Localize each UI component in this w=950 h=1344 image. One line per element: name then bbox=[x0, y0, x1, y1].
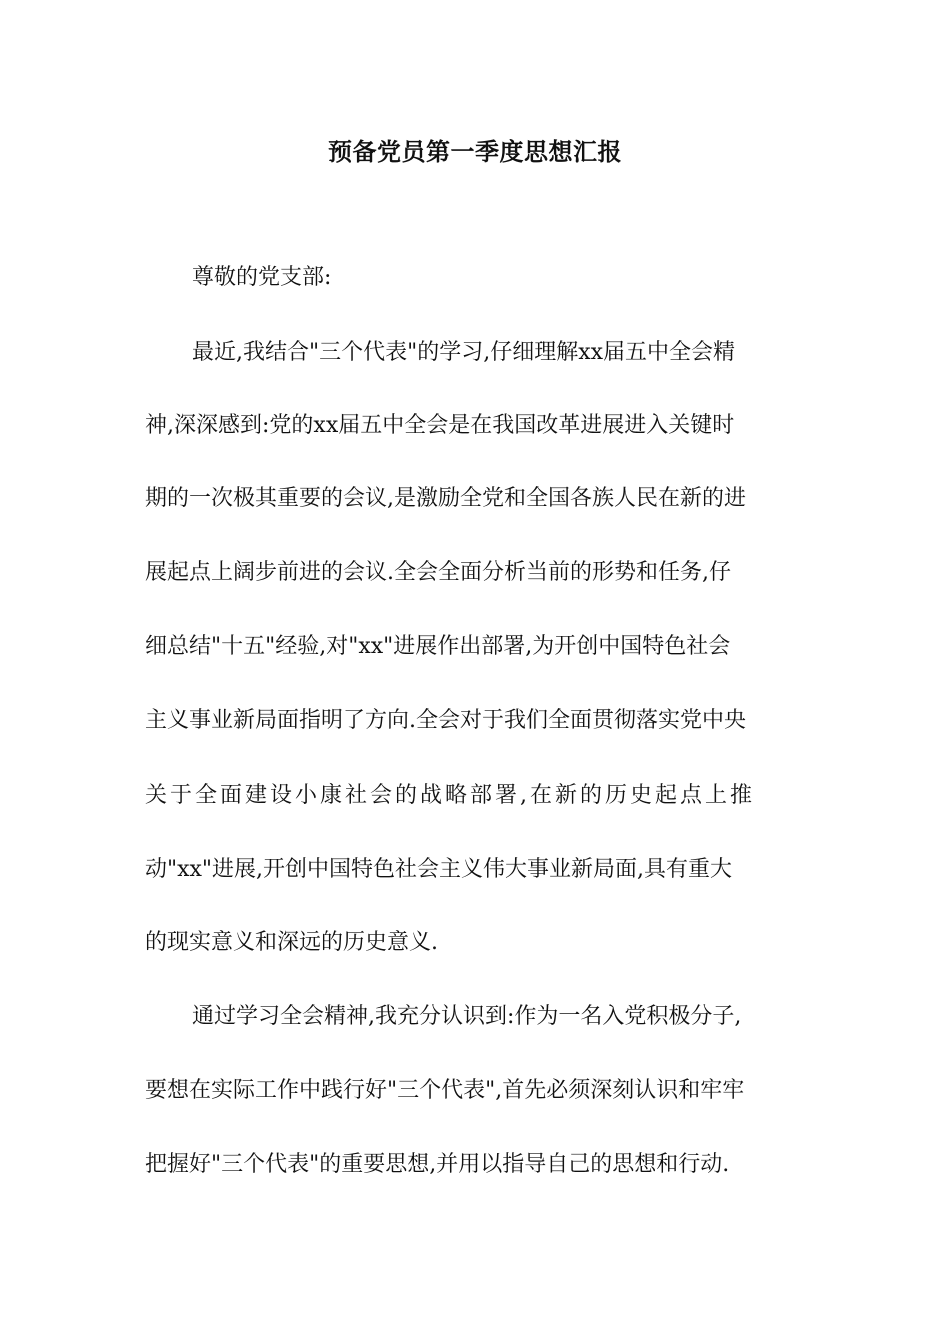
paragraph-line: 细总结"十五"经验,对"xx"进展作出部署,为开创中国特色社会 bbox=[145, 634, 731, 659]
paragraph-line: 展起点上阔步前进的会议.全会全面分析当前的形势和任务,仔 bbox=[145, 560, 731, 585]
paragraph-line: 期的一次极其重要的会议,是激励全党和全国各族人民在新的进 bbox=[145, 486, 746, 511]
document-title: 预备党员第一季度思想汇报 bbox=[328, 137, 622, 166]
salutation: 尊敬的党支部: bbox=[192, 265, 332, 290]
paragraph-line: 把握好"三个代表"的重要思想,并用以指导自己的思想和行动. bbox=[145, 1152, 730, 1177]
paragraph-line: 的现实意义和深远的历史意义. bbox=[145, 930, 438, 955]
paragraph-line: 关于全面建设小康社会的战略部署,在新的历史起点上推 bbox=[145, 783, 755, 808]
paragraph-line: 动"xx"进展,开创中国特色社会主义伟大事业新局面,具有重大 bbox=[145, 857, 733, 882]
paragraph-line: 通过学习全会精神,我充分认识到:作为一名入党积极分子, bbox=[192, 1004, 742, 1029]
paragraph-line: 主义事业新局面指明了方向.全会对于我们全面贯彻落实党中央 bbox=[145, 708, 746, 733]
paragraph-line: 要想在实际工作中践行好"三个代表",首先必须深刻认识和牢牢 bbox=[145, 1078, 745, 1103]
paragraph-line: 神,深深感到:党的xx届五中全会是在我国改革进展进入关键时 bbox=[145, 413, 735, 438]
paragraph-line: 最近,我结合"三个代表"的学习,仔细理解xx届五中全会精 bbox=[192, 340, 736, 365]
